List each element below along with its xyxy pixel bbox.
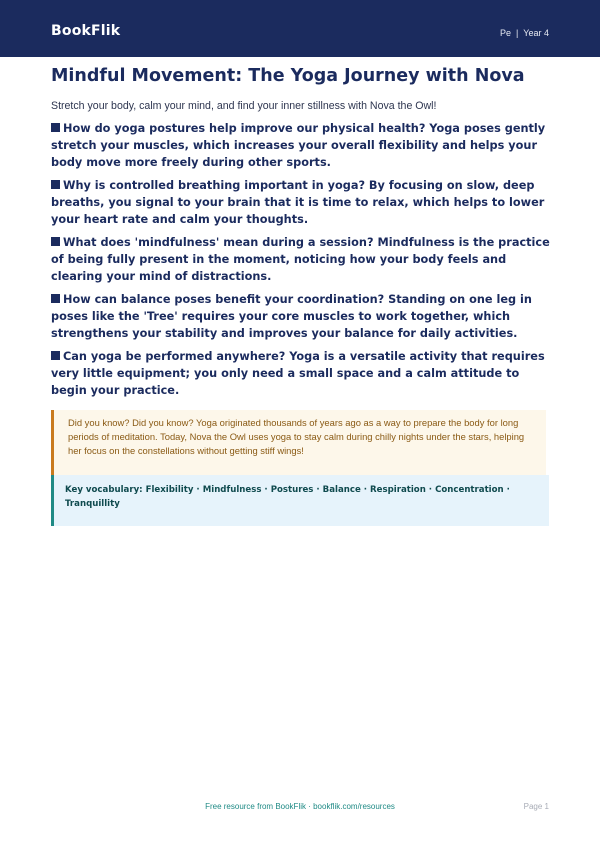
fun-fact-box: Did you know? Did you know? Yoga originated thousands of years ago as a way to prepare the body for long periods of meditation. Today, Nova the Owl uses yoga to stay calm during chilly nights under the stars, helping her focus on the constellations without getting stiff wings!	[51, 410, 546, 475]
square-bullet-icon	[51, 351, 60, 360]
page-title: Mindful Movement: The Yoga Journey with Nova	[51, 66, 525, 86]
page-subtitle: Stretch your body, calm your mind, and find your inner stillness with Nova the Owl!	[51, 100, 437, 112]
question-item	[51, 234, 551, 285]
question-item	[51, 120, 551, 171]
brand-logo[interactable]: BookFlik	[51, 23, 121, 39]
question-text: How do yoga postures help improve our physical health? Yoga poses gently stretch your muscles, which increases your overall flexibility and helps your body move more freely during other sports.	[51, 122, 546, 169]
header-bar	[0, 0, 600, 57]
square-bullet-icon	[51, 294, 60, 303]
question-item	[51, 291, 551, 342]
header-meta	[500, 28, 549, 38]
question-list	[51, 120, 551, 405]
square-bullet-icon	[51, 180, 60, 189]
info-panel	[51, 410, 549, 526]
question-item	[51, 177, 551, 228]
subject-label: Pe	[499, 28, 511, 38]
key-vocabulary-box: Key vocabulary: Flexibility · Mindfulness · Postures · Balance · Respiration · Concentration · Tranquillity	[54, 475, 549, 526]
question-text: Why is controlled breathing important in yoga? By focusing on slow, deep breaths, you signal to your brain that it is time to relax, which helps to lower your heart rate and calm your thoughts.	[51, 179, 545, 226]
square-bullet-icon	[51, 123, 60, 132]
question-item	[51, 348, 551, 399]
page-number: Page 1	[523, 802, 549, 811]
question-text: Can yoga be performed anywhere? Yoga is a versatile activity that requires very little equipment; you only need a small space and a calm attitude to begin your practice.	[51, 350, 545, 397]
question-text: What does 'mindfulness' mean during a session? Mindfulness is the practice of being fully present in the moment, noticing how your body feels and clearing your mind of distractions.	[51, 236, 550, 283]
question-text: How can balance poses benefit your coordination? Standing on one leg in poses like the 'Tree' requires your core muscles to work together, which strengthens your stability and improves your balance for daily activities.	[51, 293, 532, 340]
grade-label: Year 4	[523, 28, 549, 38]
meta-separator: |	[515, 28, 519, 38]
footer-link[interactable]: Free resource from BookFlik · bookflik.com/resources	[205, 802, 395, 811]
square-bullet-icon	[51, 237, 60, 246]
